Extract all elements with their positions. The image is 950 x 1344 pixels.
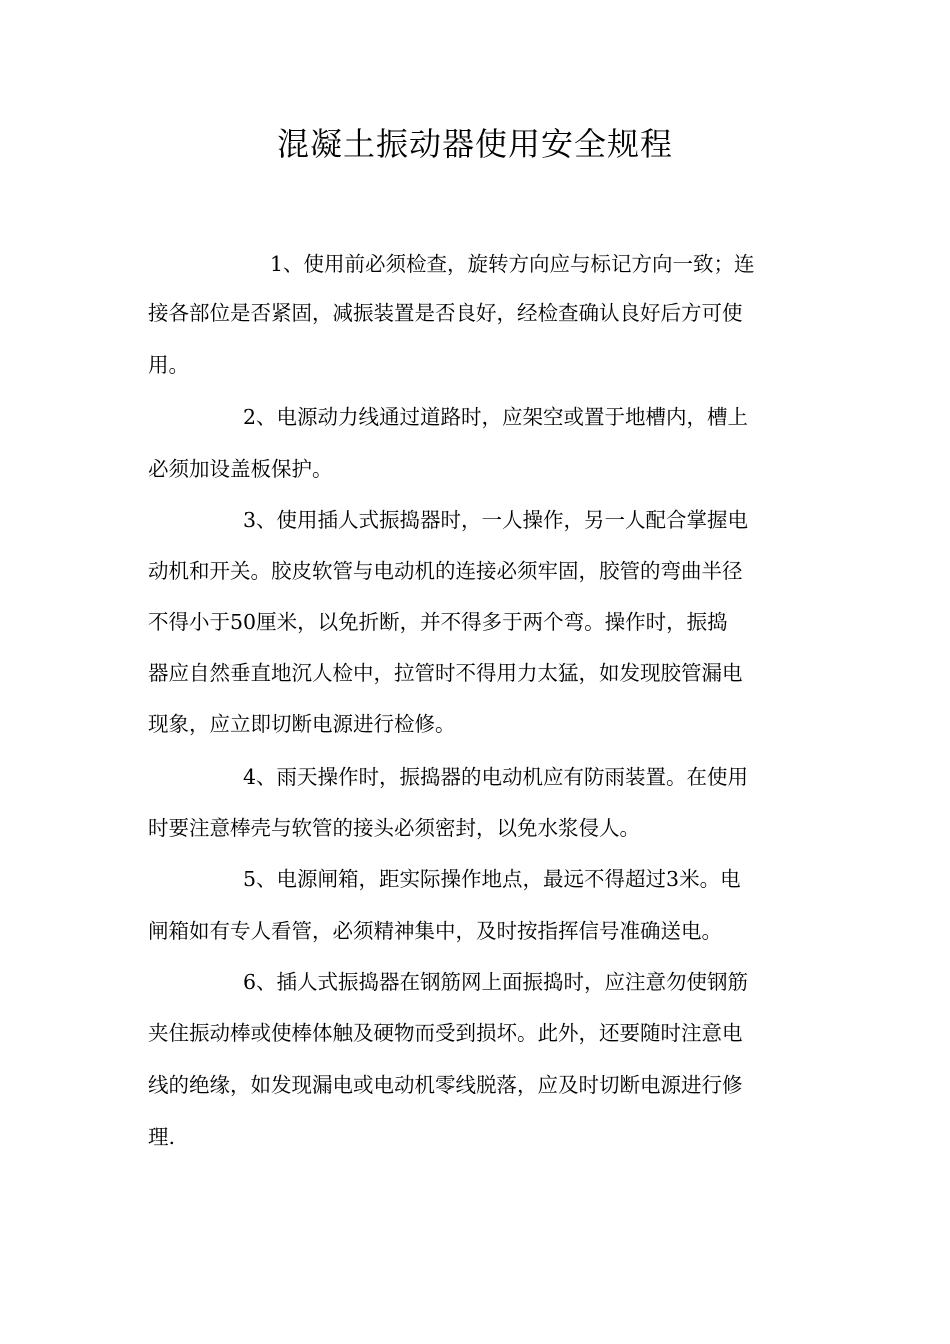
text-line: 动机和开关。胶皮软管与电动机的连接必须牢固，胶管的弯曲半径 (148, 559, 743, 583)
text-line: 理. (148, 1125, 176, 1149)
text-line: 6、插人式振捣器在钢筋网上面振捣时，应注意勿使钢筋 (243, 970, 749, 994)
text-line: 时要注意棒壳与软管的接头必须密封，以免水浆侵人。 (148, 816, 640, 840)
text-line: 不得小于50厘米，以免折断，并不得多于两个弯。操作时，振捣 (148, 610, 728, 634)
text-line: 闸箱如有专人看管，必须精神集中，及时按指挥信号准确送电。 (148, 919, 722, 943)
text-line: 器应自然垂直地沉人检中，拉管时不得用力太猛，如发现胶管漏电 (148, 661, 743, 685)
text-line: 夹住振动棒或使棒体触及硬物而受到损坏。此外，还要随时注意电 (148, 1021, 743, 1045)
document-title: 混凝土振动器使用安全规程 (276, 125, 673, 163)
text-line: 2、电源动力线通过道路时，应架空或置于地槽内，槽上 (243, 405, 749, 429)
text-line: 接各部位是否紧固，减振装置是否良好，经检查确认良好后方可使 (148, 301, 743, 325)
text-line: 4、雨天操作时，振捣器的电动机应有防雨装置。在使用 (243, 765, 749, 789)
text-line: 1、使用前必须检查，旋转方向应与标记方向一致；连 (270, 252, 755, 276)
text-line: 必须加设盖板保护。 (148, 457, 333, 481)
text-line: 3、使用插人式振捣器时，一人操作，另一人配合掌握电 (243, 508, 749, 532)
text-line: 现象，应立即切断电源进行检修。 (148, 712, 456, 736)
text-line: 用。 (148, 353, 189, 377)
text-line: 5、电源闸箱，距实际操作地点，最远不得超过3米。电 (243, 867, 741, 891)
text-line: 线的绝缘，如发现漏电或电动机零线脱落，应及时切断电源进行修 (148, 1073, 743, 1097)
